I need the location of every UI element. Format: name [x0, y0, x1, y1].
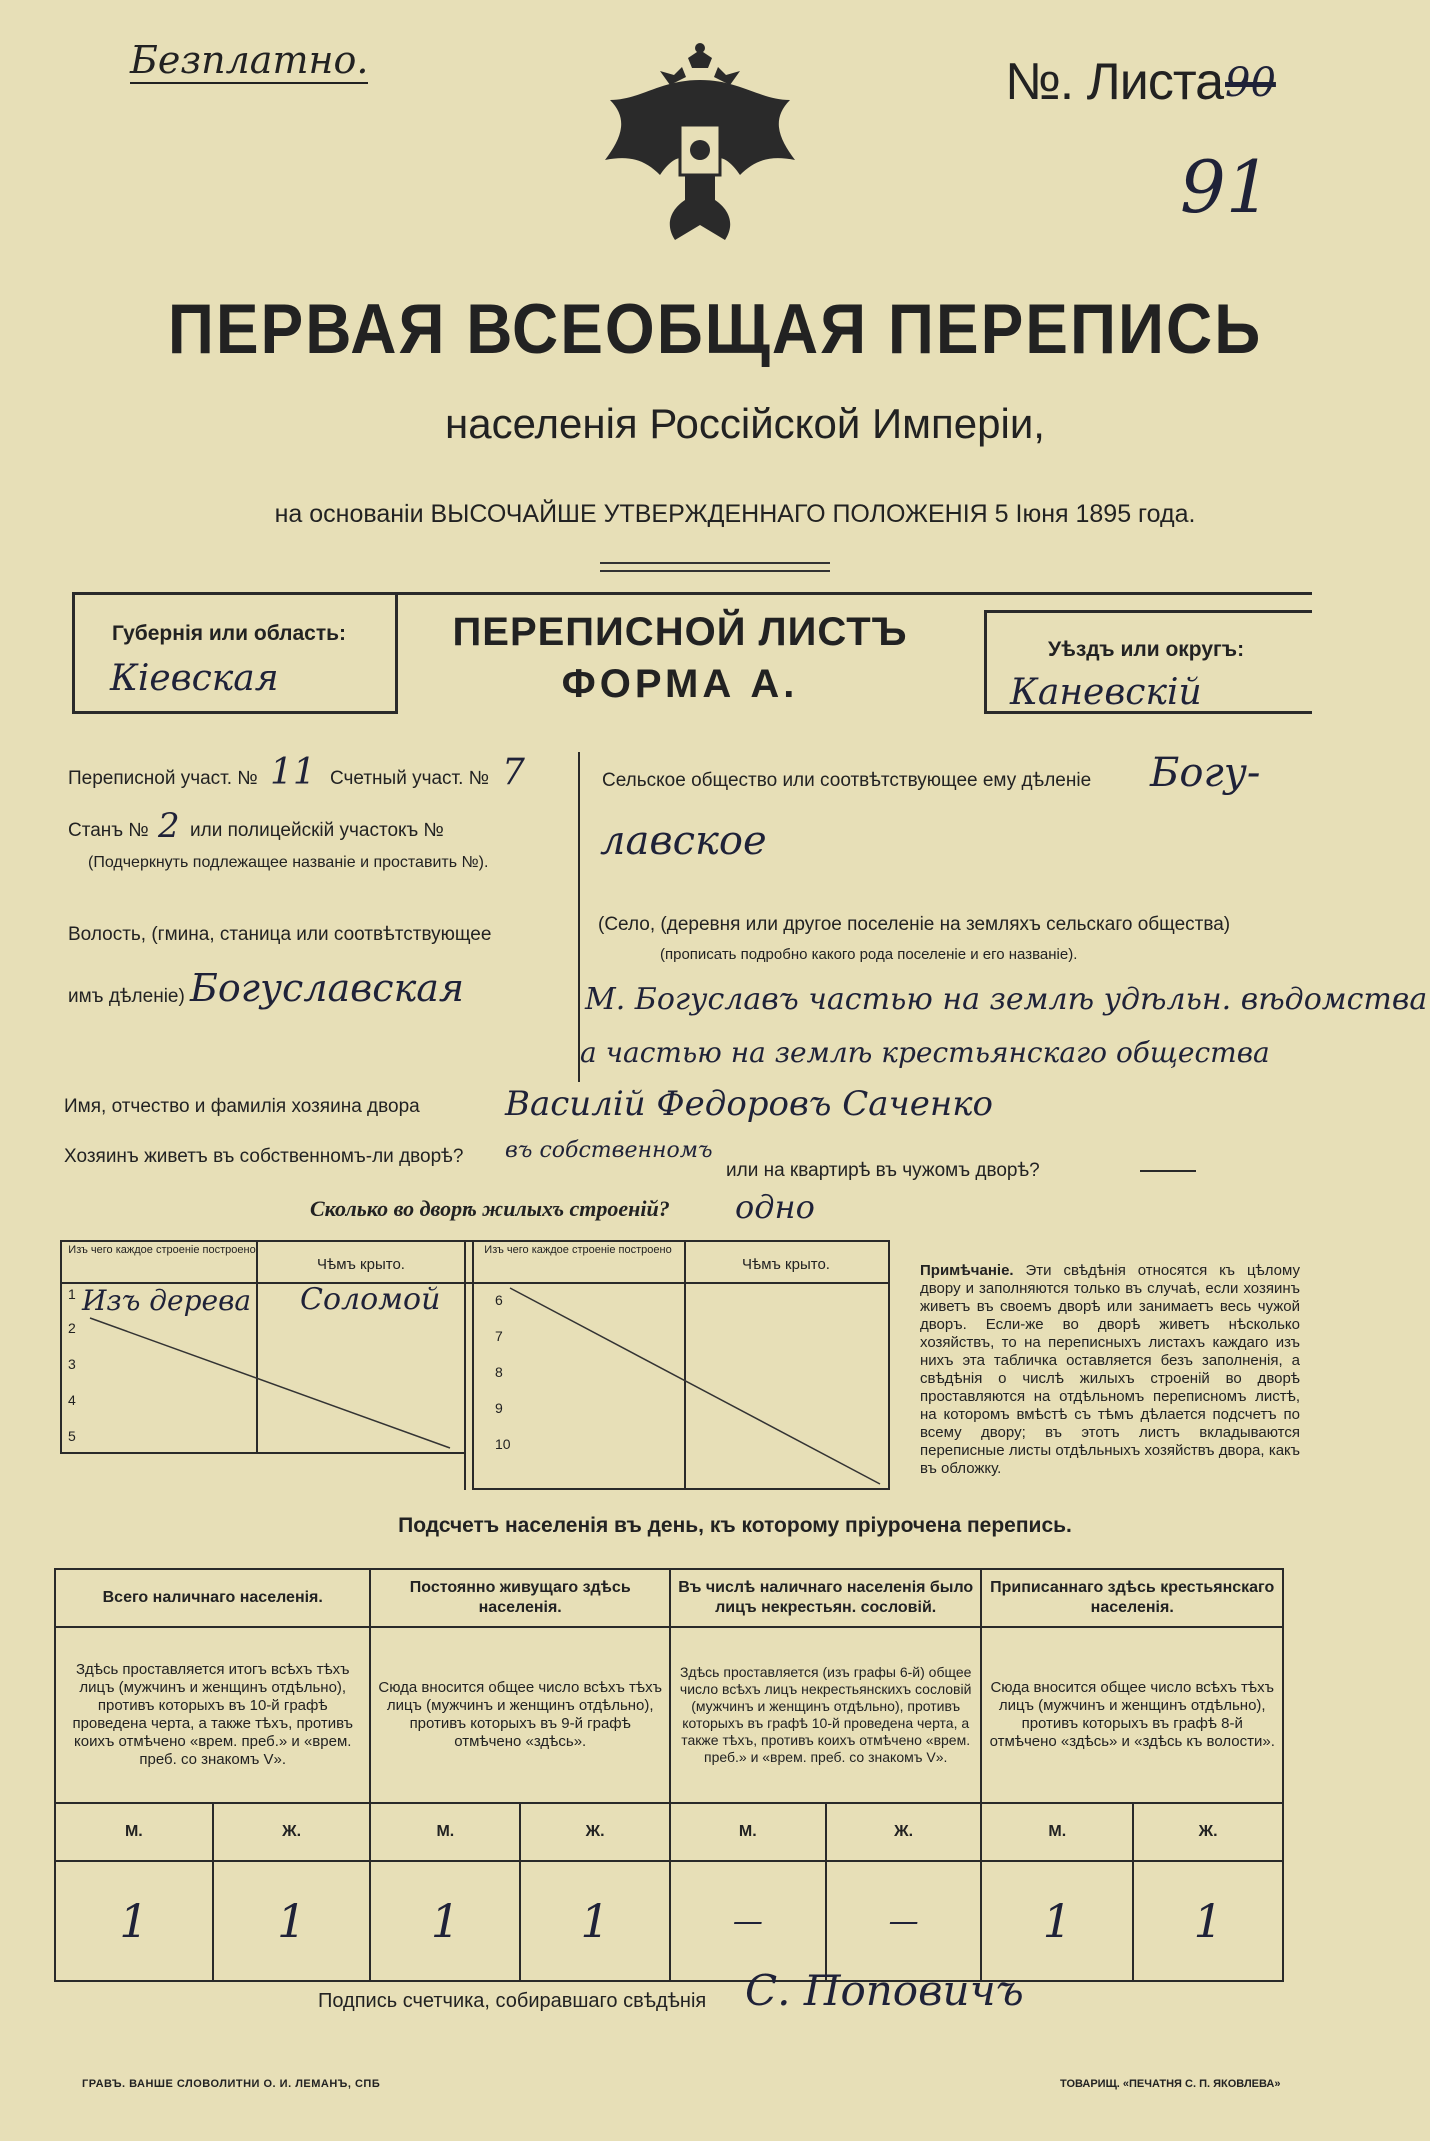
stan-rest: или полицейскій участокъ № [190, 820, 444, 841]
sheet-number-label: №. Листа [1005, 53, 1224, 111]
m-label: М. [55, 1803, 213, 1861]
row-number-9: 9 [495, 1400, 503, 1416]
col-desc-permanent: Сюда вносится общее число всѣхъ тѣхъ лицъ (мужчинъ и женщинъ отдѣльно), противъ которыхъ въ 9-й графѣ отмѣчено «здѣсь». [370, 1627, 669, 1803]
note-text: Эти свѣдѣнія относятся къ цѣлому двору и заполняются только въ случаѣ, если хозяинъ живетъ въ своемъ дворѣ или занимаетъ весь чужой дворъ. Если-же во дворѣ живетъ нѣсколько хозяйствъ, то на переписныхъ листахъ каждаго изъ нихъ эта табличка оставляется безъ заполненія, а свѣдѣнія о числѣ жилыхъ строеній во дворѣ проставляются на отдѣльномъ переписномъ листѣ, на которомъ вмѣстѣ съ тѣмъ дѣлается подсчетъ по всему двору; въ этотъ листъ вкладываются переписные листы отдѣльныхъ хозяйствъ двора, какъ въ обложку. [920, 1262, 1300, 1477]
buildings-value: одно [735, 1188, 815, 1226]
col-material-left: Изъ чего каждое строеніе построено [68, 1244, 256, 1256]
peasant-zh-value: 1 [1133, 1861, 1283, 1981]
selo-value-2: а частью на землѣ крестьянскаго общества [580, 1036, 1270, 1069]
m-label: М. [370, 1803, 520, 1861]
row-number-7: 7 [495, 1328, 503, 1344]
form-letter: ФОРМА А. [561, 662, 799, 706]
row-number-1: 1 [68, 1286, 76, 1302]
volost-label-2: имъ дѣленіе) [68, 986, 185, 1007]
zh-label: Ж. [520, 1803, 670, 1861]
population-heading: Подсчетъ населенія въ день, къ которому пріурочена перепись. [398, 1514, 1072, 1537]
col-title-peasant: Приписаннаго здѣсь крестьянскаго населенія. [981, 1569, 1283, 1627]
row-number-4: 4 [68, 1392, 76, 1408]
m-label: М. [670, 1803, 826, 1861]
zh-label: Ж. [213, 1803, 371, 1861]
col-desc-non-peasant: Здѣсь проставляется (изъ графы 6-й) общее число всѣхъ лицъ некрестьянскихъ сословій (мужчинъ и женщинъ отдѣльно), противъ которыхъ въ графѣ 10-й проведена черта, а также тѣхъ, противъ коихъ отмѣчено «врем. преб.» и «врем. преб. со знакомъ V». [670, 1627, 982, 1803]
col-roof-left: Чѣмъ крыто. [317, 1256, 405, 1273]
signature-label: Подпись счетчика, собиравшаго свѣдѣнія [318, 1990, 707, 2012]
col-roof-right: Чѣмъ крыто. [742, 1256, 830, 1273]
selo-value-1: М. Богуславъ частью на землѣ удѣльн. вѣдомства [585, 982, 1428, 1017]
stan-label: Станъ № [68, 820, 149, 841]
free-label: Безплатно. [130, 38, 369, 82]
uezd-label: Уѣздъ или округъ: [1048, 638, 1245, 661]
gubernia-label: Губернія или область: [112, 622, 347, 645]
obshchestvo-label: Сельское общество или соотвѣтствующее ему дѣленіе [602, 770, 1092, 791]
selo-note: (прописать подробно какого рода поселеніе и его названіе). [660, 946, 1078, 963]
row-number-6: 6 [495, 1292, 503, 1308]
stan-value: 2 [158, 806, 180, 846]
census-subtitle: населенія Россійской Имперіи, [445, 400, 1045, 447]
row-number-3: 3 [68, 1356, 76, 1372]
row-number-10: 10 [495, 1436, 511, 1452]
schetny-label: Счетный участ. № [330, 768, 490, 789]
row-number-2: 2 [68, 1320, 76, 1336]
zh-label: Ж. [1133, 1803, 1283, 1861]
col-title-permanent: Постоянно живущаго здѣсь населенія. [370, 1569, 669, 1627]
row1-roof: Соломой [300, 1282, 441, 1317]
total-m-value: 1 [55, 1861, 213, 1981]
row-number-8: 8 [495, 1364, 503, 1380]
row-number-5: 5 [68, 1428, 76, 1444]
row1-material: Изъ дерева [82, 1284, 252, 1317]
permanent-m-value: 1 [370, 1861, 520, 1981]
sheet-number-old: 90 [1225, 60, 1276, 106]
permanent-zh-value: 1 [520, 1861, 670, 1981]
uezd-value: Каневскій [1010, 672, 1202, 713]
perepis-uchast-value: 11 [270, 752, 316, 793]
perepis-uchast-label: Переписной участ. № [68, 768, 258, 789]
note-title: Примѣчаніе. [920, 1262, 1014, 1279]
col-desc-total: Здѣсь проставляется итогъ всѣхъ тѣхъ лицъ (мужчинъ и женщинъ отдѣльно), противъ которыхъ въ 10-й графѣ проведена черта, а также тѣхъ, противъ коихъ отмѣчено «врем. преб.» и «врем. преб. со знакомъ V». [55, 1627, 370, 1803]
census-basis: на основаніи ВЫСОЧАЙШЕ УТВЕРЖДЕННАГО ПОЛОЖЕНІЯ 5 Іюня 1895 года. [274, 500, 1196, 528]
total-zh-value: 1 [213, 1861, 371, 1981]
m-label: М. [981, 1803, 1133, 1861]
obshchestvo-value-1: Богу- [1150, 750, 1261, 796]
footer-left: ГРАВЪ. ВАНШЕ СЛОВОЛИТНИ О. И. ЛЕМАНЪ, СПБ [82, 2078, 381, 2090]
gubernia-value: Кіевская [110, 658, 279, 699]
col-desc-peasant: Сюда вносится общее число всѣхъ тѣхъ лицъ (мужчинъ и женщинъ отдѣльно), противъ которыхъ въ графѣ 8-й отмѣчено «здѣсь» и «здѣсь къ волости». [981, 1627, 1283, 1803]
volost-value: Богуславская [190, 966, 465, 1010]
col-material-right: Изъ чего каждое строеніе построено [484, 1244, 672, 1256]
population-table [54, 1568, 1284, 1982]
owner-name-value: Василій Федоровъ Саченко [505, 1084, 994, 1124]
owner-lives-value: въ собственномъ [505, 1138, 713, 1163]
stan-note: (Подчеркнуть подлежащее названіе и проставить №). [88, 854, 489, 871]
non-peasant-m-value: — [670, 1861, 826, 1981]
volost-label: Волость, (гмина, станица или соотвѣтствующее [68, 924, 492, 945]
owner-name-label: Имя, отчество и фамилія хозяина двора [64, 1096, 420, 1117]
form-title: ПЕРЕПИСНОЙ ЛИСТЪ [452, 610, 908, 654]
zh-label: Ж. [826, 1803, 982, 1861]
selo-label: (Село, (деревня или другое поселеніе на земляхъ сельскаго общества) [598, 914, 1231, 935]
owner-lives-label: Хозяинъ живетъ въ собственномъ-ли дворѣ? [64, 1146, 464, 1167]
peasant-m-value: 1 [981, 1861, 1133, 1981]
census-title: ПЕРВАЯ ВСЕОБЩАЯ ПЕРЕПИСЬ [167, 289, 1263, 369]
buildings-label: Сколько во дворѣ жилыхъ строеній? [310, 1196, 670, 1221]
sheet-number-new: 91 [1180, 145, 1272, 229]
footer-right: ТОВАРИЩ. «ПЕЧАТНЯ С. П. ЯКОВЛЕВА» [1060, 2078, 1281, 2090]
note-block [920, 1262, 1300, 1478]
owner-lives-label-2: или на квартирѣ въ чужомъ дворѣ? [726, 1160, 1040, 1181]
schetny-value: 7 [502, 752, 525, 793]
signature-value: С. Поповичъ [745, 1966, 1024, 2015]
obshchestvo-value-2: лавское [600, 818, 767, 864]
non-peasant-zh-value: — [826, 1861, 982, 1981]
col-title-total: Всего наличнаго населенія. [55, 1569, 370, 1627]
col-title-non-peasant: Въ числѣ наличнаго населенія было лицъ некрестьян. сословій. [670, 1569, 982, 1627]
